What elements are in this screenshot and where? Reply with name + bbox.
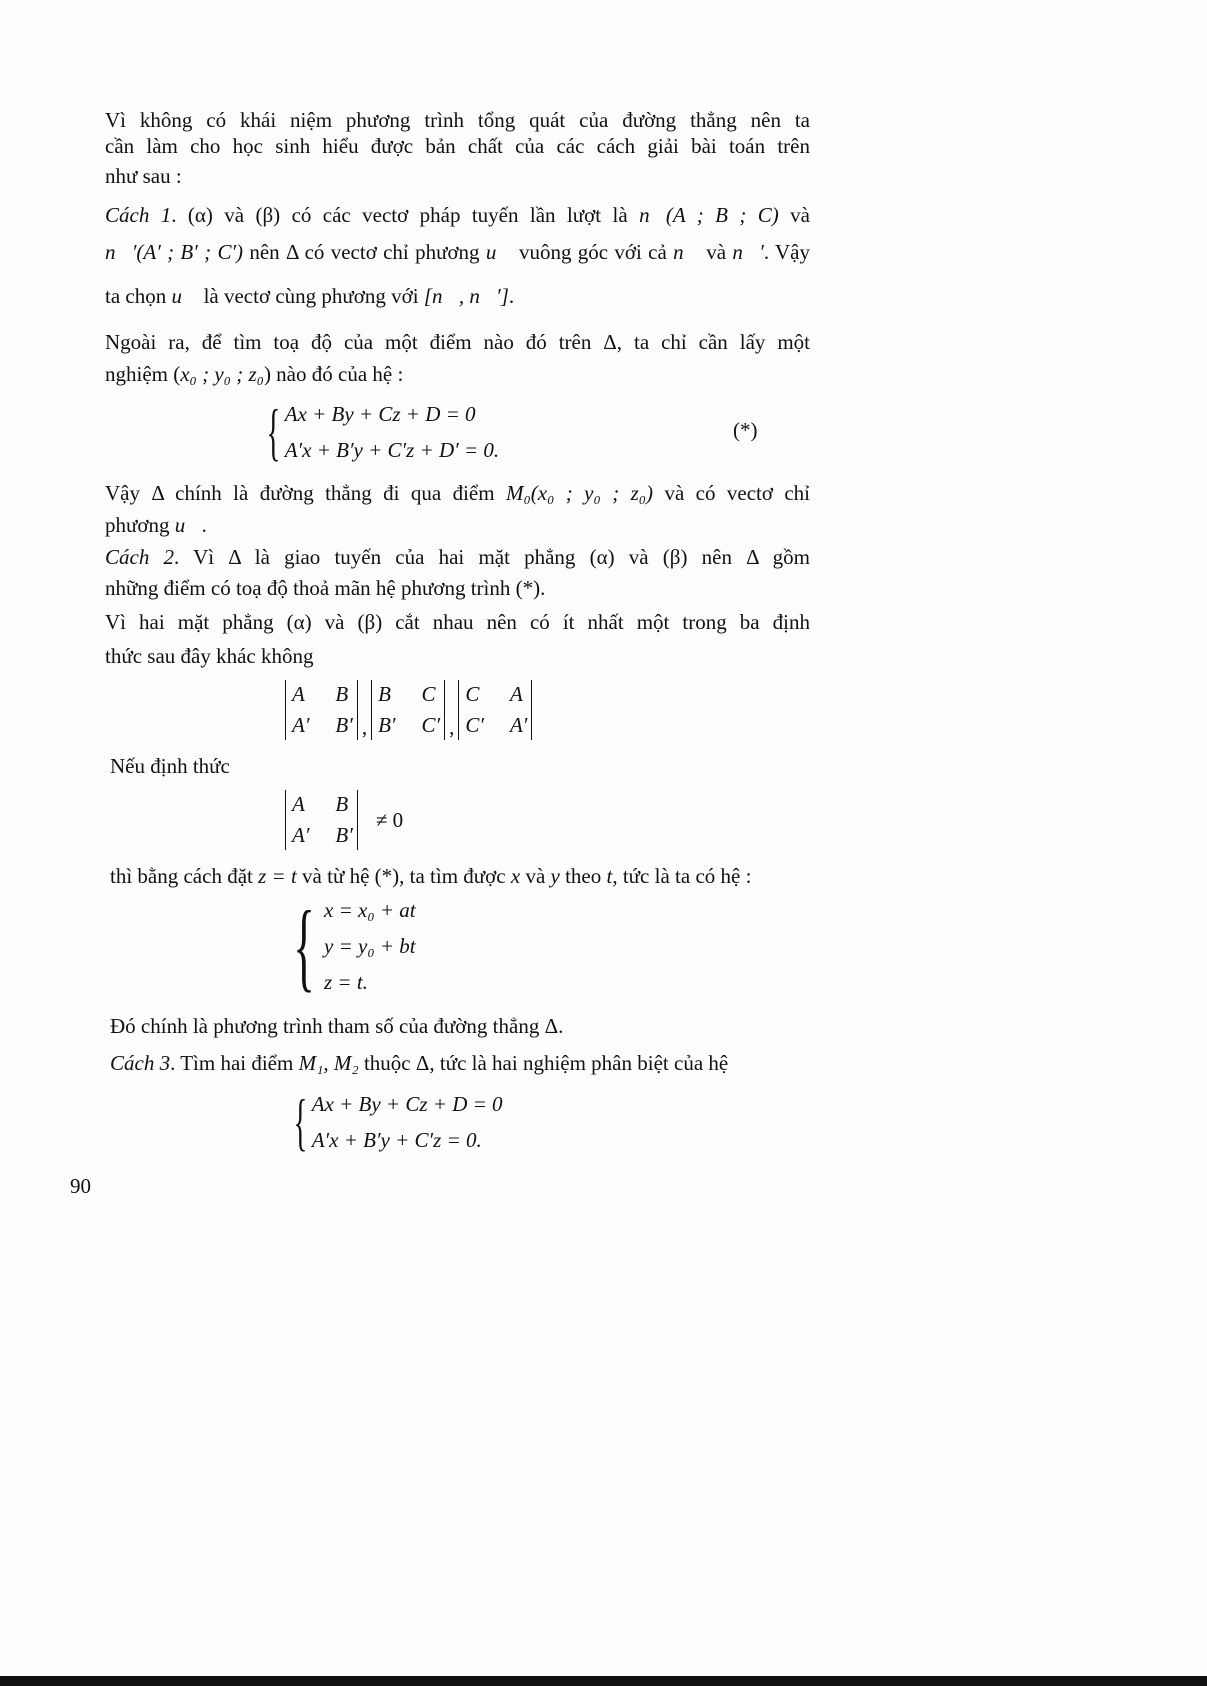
text-segment: là vectơ cùng phương với — [198, 284, 424, 308]
parametric-system — [280, 892, 416, 1000]
text-segment: và — [520, 864, 551, 888]
text-segment: u⃗ — [171, 284, 199, 308]
equation: A′x + B′y + C′z = 0. — [311, 1128, 482, 1152]
text-line — [105, 107, 810, 133]
text-segment: Cách 2 — [105, 545, 175, 569]
text-segment: cần làm cho học sinh hiểu được bản chất của các cách giải bài toán trên — [105, 134, 810, 158]
text-segment: và có vectơ chỉ — [653, 481, 810, 505]
text-line — [110, 863, 815, 889]
text-segment: nghiệm ( — [105, 362, 181, 386]
equation: A′x + B′y + C′z + D′ = 0. — [284, 438, 500, 462]
text-segment: [n⃗, n⃗′] — [423, 284, 509, 308]
equation: Ax + By + Cz + D = 0 — [284, 402, 476, 426]
text-line — [105, 361, 810, 387]
nonzero-determinant — [285, 790, 403, 850]
determinant: A B A′ B′ — [285, 680, 358, 740]
text-segment: u⃗ — [174, 513, 202, 537]
text-segment: x — [510, 864, 521, 888]
text-segment: và từ hệ (*), ta tìm được — [296, 864, 511, 888]
text-segment: n⃗′(A′ ; B′ ; C′) — [105, 240, 244, 264]
determinant: A B A′ B′ — [285, 790, 358, 850]
equation: y = y₀ + bt — [324, 934, 416, 958]
equation: z = t. — [324, 970, 368, 994]
text-segment: n⃗(A ; B ; C) — [639, 203, 779, 227]
relation: ≠ 0 — [375, 807, 404, 832]
text-segment: vuông góc với cả — [512, 240, 674, 264]
text-line — [110, 1050, 815, 1076]
text-segment: Vì hai mặt phẳng (α) và (β) cắt nhau nên có ít nhất một trong ba định — [105, 610, 810, 634]
text-segment: như sau : — [105, 164, 182, 188]
brace: { — [293, 1086, 308, 1157]
text-segment: phương — [105, 513, 175, 537]
separator: , — [449, 715, 455, 739]
text-segment: Ngoài ra, để tìm toạ độ của một điểm nào đó trên Δ, ta chỉ cần lấy một — [105, 330, 810, 354]
text-segment: Vì không có khái niệm phương trình tổng quát của đường thẳng nên ta — [105, 108, 810, 132]
determinant: C A C′ A′ — [458, 680, 532, 740]
text-segment: thức sau đây khác không — [105, 644, 314, 668]
text-line — [105, 133, 810, 159]
text-segment: M₁, M₂ — [298, 1051, 359, 1075]
determinants-row — [285, 680, 532, 740]
text-segment: x₀ ; y₀ ; z₀ — [180, 362, 264, 386]
text-segment: Vậy Δ chính là đường thẳng đi qua điểm — [105, 481, 506, 505]
text-line — [105, 643, 810, 669]
text-line — [105, 512, 810, 538]
text-segment: . Tìm hai điểm — [170, 1051, 299, 1075]
equation-system-3 — [285, 1086, 503, 1158]
text-segment: . — [508, 284, 515, 308]
equation-tag: (*) — [733, 418, 758, 442]
text-segment: . — [201, 513, 207, 537]
text-segment: và — [778, 203, 811, 227]
text-segment: Cách 3 — [110, 1051, 171, 1075]
text-segment: ) nào đó của hệ : — [263, 362, 404, 386]
text-line — [105, 202, 810, 228]
text-segment: những điểm có toạ độ thoả mãn hệ phương trình (*). — [105, 576, 546, 600]
text-segment: nên Δ có vectơ chỉ phương — [243, 240, 486, 264]
text-line — [110, 753, 815, 779]
text-line — [105, 239, 810, 265]
text-segment: và — [699, 240, 733, 264]
text-line — [105, 283, 810, 309]
text-segment: . Vì Δ là giao tuyến của hai mặt phẳng (α) và (β) nên Δ gồm — [174, 545, 810, 569]
text-segment: z = t — [258, 864, 297, 888]
text-segment: . (α) và (β) có các vectơ pháp tuyến lần lượt là — [171, 203, 640, 227]
text-segment: Nếu định thức — [110, 754, 230, 778]
text-line — [105, 480, 810, 506]
text-segment: thuộc Δ, tức là hai nghiệm phân biệt của hệ — [358, 1051, 729, 1075]
determinant: B C B′ C′ — [371, 680, 445, 740]
text-segment: theo — [559, 864, 607, 888]
text-segment: n⃗ — [673, 240, 700, 264]
text-segment: t — [606, 864, 613, 888]
brace: { — [266, 396, 281, 467]
text-segment: n⃗′ — [732, 240, 764, 264]
text-segment: ta chọn — [105, 284, 172, 308]
text-line — [105, 575, 810, 601]
text-line — [105, 609, 810, 635]
text-line — [105, 544, 810, 570]
page-number: 90 — [70, 1174, 91, 1198]
scan-border — [0, 1676, 1207, 1686]
separator: , — [361, 715, 368, 739]
text-segment: , tức là ta có hệ : — [612, 864, 752, 888]
equation-system-star — [258, 396, 499, 468]
text-segment: u⃗ — [485, 240, 513, 264]
text-line — [105, 163, 810, 189]
text-segment: y — [550, 864, 560, 888]
text-line — [105, 329, 810, 355]
brace: { — [293, 890, 315, 1001]
text-line — [110, 1013, 815, 1039]
text-segment: thì bằng cách đặt — [110, 864, 259, 888]
text-segment: Cách 1 — [105, 203, 172, 227]
equation: Ax + By + Cz + D = 0 — [311, 1092, 503, 1116]
text-segment: Đó chính là phương trình tham số của đường thẳng Δ. — [110, 1014, 564, 1038]
text-segment: M₀(x₀ ; y₀ ; z₀) — [505, 481, 654, 505]
text-segment: . Vậy — [763, 240, 810, 264]
equation: x = x₀ + at — [324, 898, 416, 922]
